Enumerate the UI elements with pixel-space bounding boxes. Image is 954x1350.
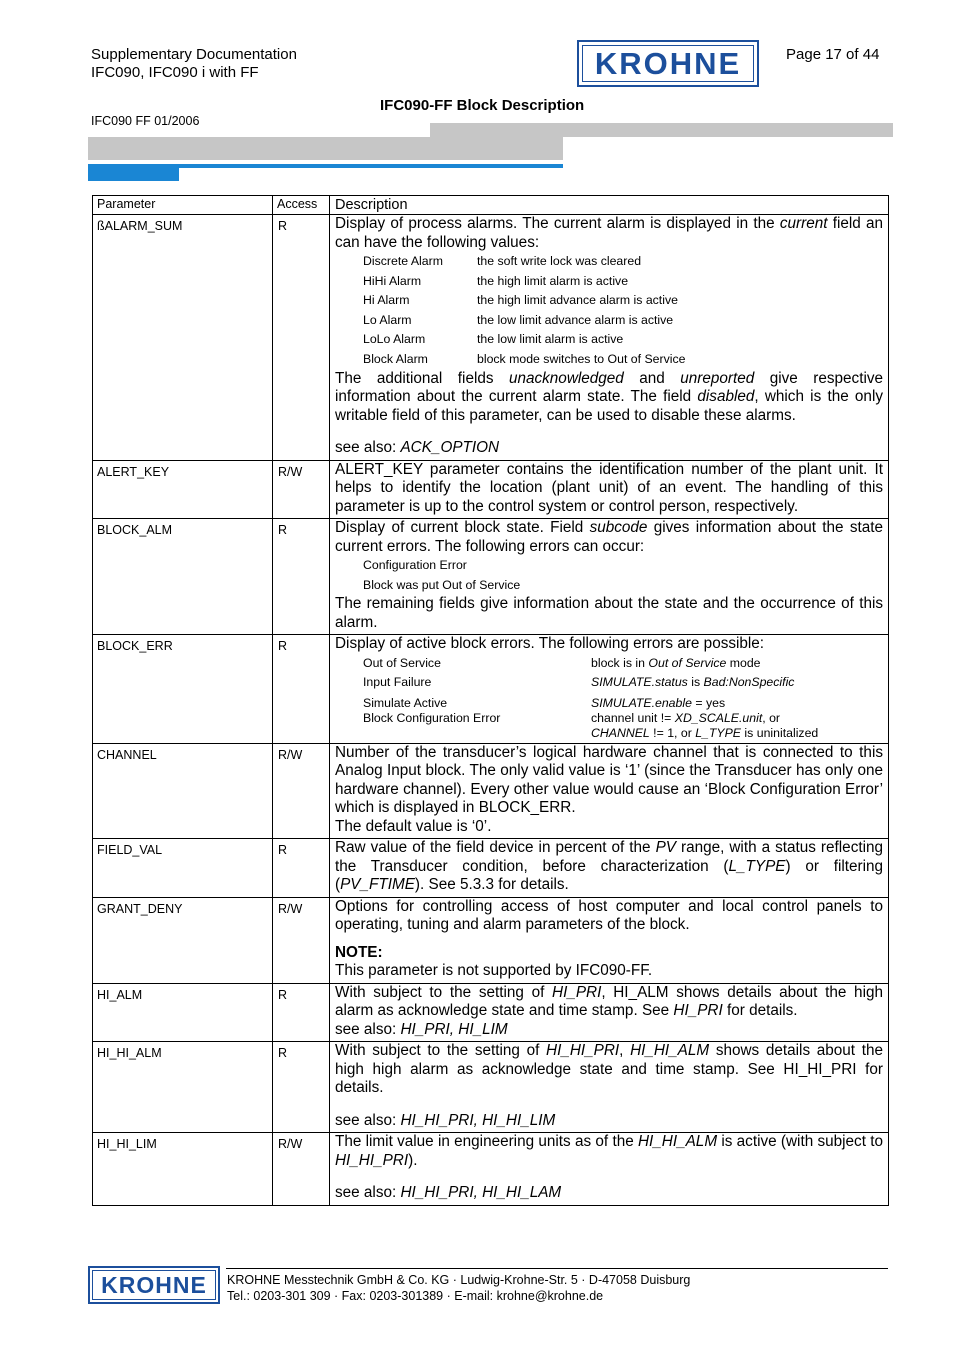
error-item: Block Configuration Error channel unit != XD_SCALE.unit, or: [363, 710, 781, 725]
param-description: Number of the transducer’s logical hardware channel that is connected to this Analog Input block. The only valid value is ‘1’ (since the Transducer has only one hardware channel). Every other value would cause an ‘Block Configuration Error’ which is displayed in BLOCK_ERR. The default value is ‘0’.: [330, 743, 889, 839]
table-row: [93, 839, 889, 898]
alarm-item: HiHi Alarm the high limit alarm is active: [363, 273, 629, 288]
table-row: [93, 215, 889, 461]
param-description: With subject to the setting of HI_HI_PRI, HI_HI_ALM shows details about the high high alarm as acknowledge state and time stamp. See HI_HI_PRI for details. see also: HI_HI_PRI, HI_HI_LIM: [330, 1042, 889, 1133]
note-label: NOTE:: [335, 943, 383, 961]
footer-rule: [226, 1268, 888, 1269]
header-bar-gray-left: [88, 137, 563, 160]
alarm-item: Hi Alarm the high limit advance alarm is active: [363, 293, 678, 308]
param-description: ALERT_KEY parameter contains the identification number of the plant unit. It helps to identify the location (plant unit) of an event. The handling of this parameter is up to the control system or control person, respectively.: [330, 460, 889, 519]
footer-logo-text: KROHNE: [92, 1270, 216, 1300]
page-number: Page 17 of 44: [786, 46, 880, 63]
param-access: R: [273, 983, 330, 1042]
param-access: R: [273, 839, 330, 898]
param-access: R/W: [273, 1133, 330, 1206]
header-bar-gray-right: [430, 123, 893, 137]
param-access: R/W: [273, 743, 330, 839]
param-name: FIELD_VAL: [93, 839, 273, 898]
error-item: Out of Service block is in Out of Service mode: [363, 655, 761, 670]
param-description: Raw value of the field device in percent of the PV range, with a status reflecting the Transducer condition, before characterization (L_TYPE) or filtering (PV_FTIME). See 5.3.3 for details.: [330, 839, 889, 898]
alarm-item: Discrete Alarm the soft write lock was cleared: [363, 254, 642, 268]
param-name: HI_HI_ALM: [93, 1042, 273, 1133]
doc-id: IFC090 FF 01/2006: [91, 114, 200, 128]
krohne-logo: [577, 40, 759, 87]
table-header-row: [93, 196, 889, 215]
param-access: R: [273, 635, 330, 744]
param-access: R/W: [273, 460, 330, 519]
section-title: IFC090-FF Block Description: [380, 97, 585, 114]
param-description: With subject to the setting of HI_PRI, HI_ALM shows details about the high alarm as acknowledge state and time stamp. See HI_PRI for details. see also: HI_PRI, HI_LIM: [330, 983, 889, 1042]
alarm-item: LoLo Alarm the low limit alarm is active: [363, 332, 624, 347]
error-item: Input Failure SIMULATE.status is Bad:NonSpecific: [363, 675, 795, 690]
doc-title-line2: IFC090, IFC090 i with FF: [91, 64, 259, 81]
header-bar-blue-block: [88, 164, 179, 181]
error-item: Block was put Out of Service: [363, 577, 521, 592]
doc-title-line1: Supplementary Documentation: [91, 46, 297, 63]
table-row: [93, 743, 889, 839]
footer-address: KROHNE Messtechnik GmbH & Co. KG · Ludwig-Krohne-Str. 5 · D-47058 Duisburg: [227, 1273, 691, 1287]
param-name: GRANT_DENY: [93, 897, 273, 983]
param-name: ALERT_KEY: [93, 460, 273, 519]
table-row: [93, 635, 889, 744]
alarm-item: Lo Alarm the low limit advance alarm is active: [363, 312, 674, 327]
param-description: Display of active block errors. The following errors are possible: Out of Service block is in Out of Service mode Input Failure SIMULATE.status is Bad:NonSpecific Simulate Active SIMULATE.enable = yes Block Configuration Error channel unit != XD_SCALE.unit, or CHANNEL != 1, or L_TYPE is uninitalized: [330, 635, 889, 744]
error-item: Simulate Active SIMULATE.enable = yes: [363, 695, 726, 710]
table-row: [93, 1042, 889, 1133]
param-access: R: [273, 1042, 330, 1133]
param-name: BLOCK_ALM: [93, 519, 273, 635]
header-parameter: Parameter: [93, 196, 273, 215]
header-description: Description: [330, 196, 889, 215]
param-access: R/W: [273, 897, 330, 983]
table-row: [93, 519, 889, 635]
param-name: CHANNEL: [93, 743, 273, 839]
table-row: [93, 897, 889, 983]
table-row: [93, 1133, 889, 1206]
param-description: Options for controlling access of host computer and local control panels to operating, tuning and alarm parameters of the block. NOTE: This parameter is not supported by IFC090-FF.: [330, 897, 889, 983]
footer-contact: Tel.: 0203-301 309 · Fax: 0203-301389 · E-mail: krohne@krohne.de: [227, 1289, 604, 1303]
param-name: HI_ALM: [93, 983, 273, 1042]
param-access: R: [273, 519, 330, 635]
param-name: BLOCK_ERR: [93, 635, 273, 744]
table-row: [93, 983, 889, 1042]
parameter-table: [92, 195, 889, 1206]
error-item: CHANNEL != 1, or L_TYPE is uninitalized: [591, 725, 819, 740]
param-name: ßALARM_SUM: [93, 215, 273, 461]
param-description: Display of process alarms. The current alarm is displayed in the current field an can have the following values: Discrete Alarm the soft write lock was cleared HiHi Alarm the high limit alarm is active Hi Alarm the high limit advance alarm is active Lo Alarm the low limit advance alarm is active LoLo Alarm the low limit alarm is active Block Alarm block mode switches to Out of Service The additional fields unacknowledged and unreported give respective information about the current alarm state. The field disabled, which is the only writable field of this parameter, can be used to disable these alarms. see also: ACK_OPTION: [330, 215, 889, 461]
alarm-item: Block Alarm block mode switches to Out of Service: [363, 351, 686, 366]
table-row: [93, 460, 889, 519]
header-access: Access: [273, 196, 330, 215]
error-item: Configuration Error: [363, 558, 467, 573]
footer-krohne-logo: [88, 1266, 220, 1304]
param-description: Display of current block state. Field subcode gives information about the state current errors. The following errors can occur: Configuration Error Block was put Out of Service The remaining fields give information about the state and the occurrence of this alarm.: [330, 519, 889, 635]
krohne-logo-text: KROHNE: [582, 45, 754, 82]
param-description: The limit value in engineering units as of the HI_HI_ALM is active (with subject to HI_HI_PRI). see also: HI_HI_PRI, HI_HI_LAM: [330, 1133, 889, 1206]
param-access: R: [273, 215, 330, 461]
param-name: HI_HI_LIM: [93, 1133, 273, 1206]
